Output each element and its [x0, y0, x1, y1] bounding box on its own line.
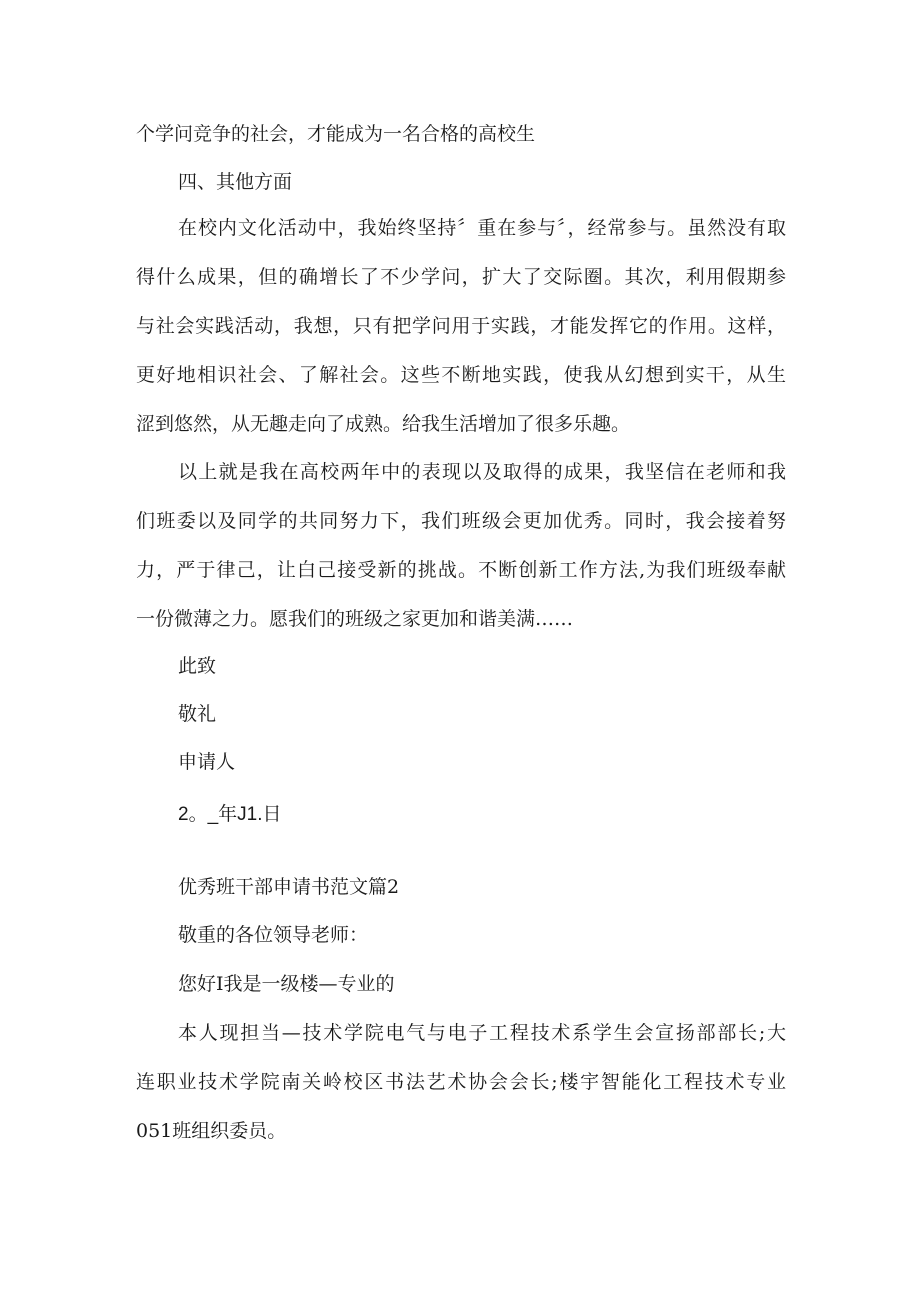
section-heading: 四、其他方面 — [178, 171, 293, 193]
paragraph-continuation: 个学问竞争的社会，才能成为一名合格的高校生 — [136, 123, 536, 145]
paragraph-line: 在校内文化活动中，我始终坚持〞重在参与〞，经常参与。虽然没有取 — [178, 217, 786, 239]
paragraph-line: 一份微薄之力。愿我们的班级之家更加和谐美满…… — [136, 608, 574, 630]
paragraph-line: 连职业技术学院南关岭校区书法艺术协会会长;楼宇智能化工程技术专业 — [136, 1071, 786, 1093]
paragraph-line: 力，严于律己，让白己接受新的挑战。不断创新工作方法,为我们班级奉献 — [136, 559, 786, 581]
date-line: 2。_年J1.日 — [178, 804, 282, 825]
greeting-line: 敬重的各位领导老师： — [178, 924, 369, 946]
closing-salutation: 此致 — [178, 655, 217, 677]
article-title: 优秀班干部申请书范文篇2 — [178, 876, 400, 898]
paragraph-line: 涩到悠然，从无趣走向了成熟。给我生活增加了很多乐趣。 — [136, 413, 631, 435]
introduction-line: 您好I我是一级楼—专业的 — [178, 973, 395, 995]
paragraph-line: 本人现担当—技术学院电气与电子工程技术系学生会宣扬部部长;大 — [178, 1022, 786, 1044]
paragraph-line: 得什么成果，但的确增长了不少学问，扩大了交际圈。其次，利用假期参 — [136, 266, 786, 288]
paragraph-line: 与社会实践活动，我想，只有把学问用于实践，才能发挥它的作用。这样， — [136, 315, 786, 337]
paragraph-line: 051班组织委员。 — [136, 1120, 287, 1142]
applicant-label: 申请人 — [178, 751, 236, 773]
paragraph-line: 更好地相识社会、了解社会。这些不断地实践，使我从幻想到实干，从生 — [136, 364, 786, 386]
paragraph-line: 以上就是我在高校两年中的表现以及取得的成果，我坚信在老师和我 — [178, 461, 786, 483]
closing-regards: 敬礼 — [178, 703, 217, 725]
paragraph-line: 们班委以及同学的共同努力下，我们班级会更加优秀。同时，我会接着努 — [136, 510, 786, 532]
